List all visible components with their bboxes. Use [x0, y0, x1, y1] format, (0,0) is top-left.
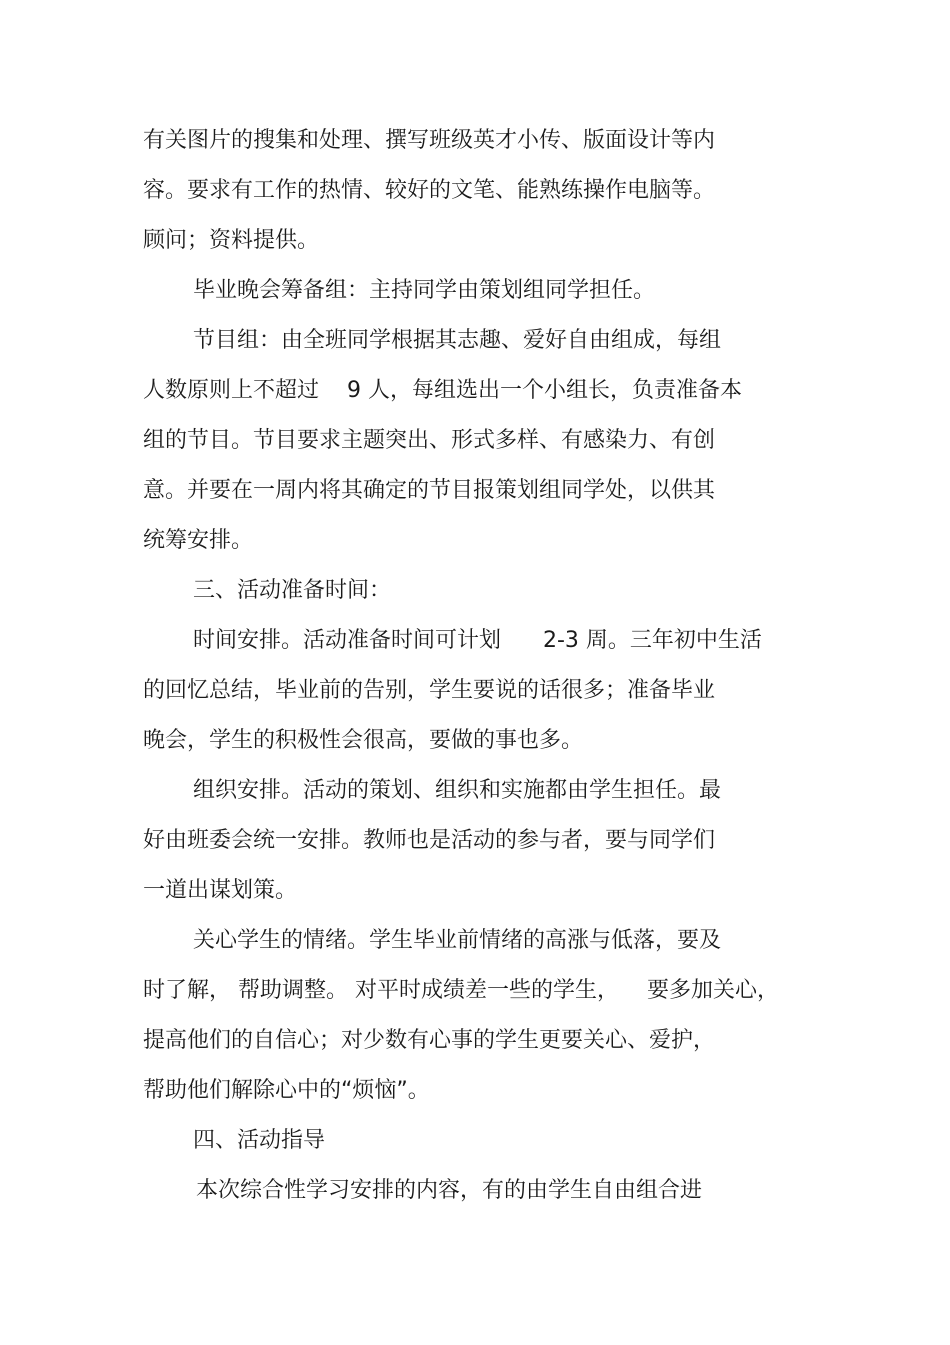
text-line: 节目组：由全班同学根据其志趣、爱好自由组成，每组 [193, 328, 722, 353]
text-line: 顾问；资料提供。 [143, 228, 320, 253]
text-line: 容。要求有工作的热情、较好的文笔、能熟练操作电脑等。 [143, 178, 716, 203]
text-line: 好由班委会统一安排。教师也是活动的参与者，要与同学们 [143, 828, 716, 853]
text-line: 有关图片的搜集和处理、撰写班级英才小传、版面设计等内 [143, 128, 716, 153]
text-line: 晚会，学生的积极性会很高，要做的事也多。 [143, 728, 584, 753]
text-line: 人数原则上不超过 9 人，每组选出一个小组长，负责准备本 [143, 378, 742, 403]
text-line: 组织安排。活动的策划、组织和实施都由学生担任。最 [193, 778, 722, 803]
text-line: 提高他们的自信心；对少数有心事的学生更要关心、爱护， [143, 1028, 716, 1053]
text-line: 帮助他们解除心中的“烦恼”。 [143, 1078, 430, 1103]
text-line: 意。并要在一周内将其确定的节目报策划组同学处，以供其 [143, 478, 716, 503]
text-line: 时了解， 帮助调整。 对平时成绩差一些的学生， 要多加关心， [143, 978, 779, 1003]
text-line: 关心学生的情绪。学生毕业前情绪的高涨与低落，要及 [193, 928, 722, 953]
text-line: 的回忆总结，毕业前的告别，学生要说的话很多；准备毕业 [143, 678, 716, 703]
text-line: 组的节目。节目要求主题突出、形式多样、有感染力、有创 [143, 428, 716, 453]
text-line: 一道出谋划策。 [143, 878, 298, 903]
section-heading: 三、活动准备时间： [193, 578, 392, 603]
text-line: 统筹安排。 [143, 528, 254, 553]
text-line: 本次综合性学习安排的内容，有的由学生自由组合进 [196, 1178, 703, 1203]
text-line: 毕业晚会筹备组：主持同学由策划组同学担任。 [193, 278, 656, 303]
text-line: 时间安排。活动准备时间可计划 2-3 周。三年初中生活 [193, 628, 762, 653]
section-heading: 四、活动指导 [193, 1128, 326, 1153]
